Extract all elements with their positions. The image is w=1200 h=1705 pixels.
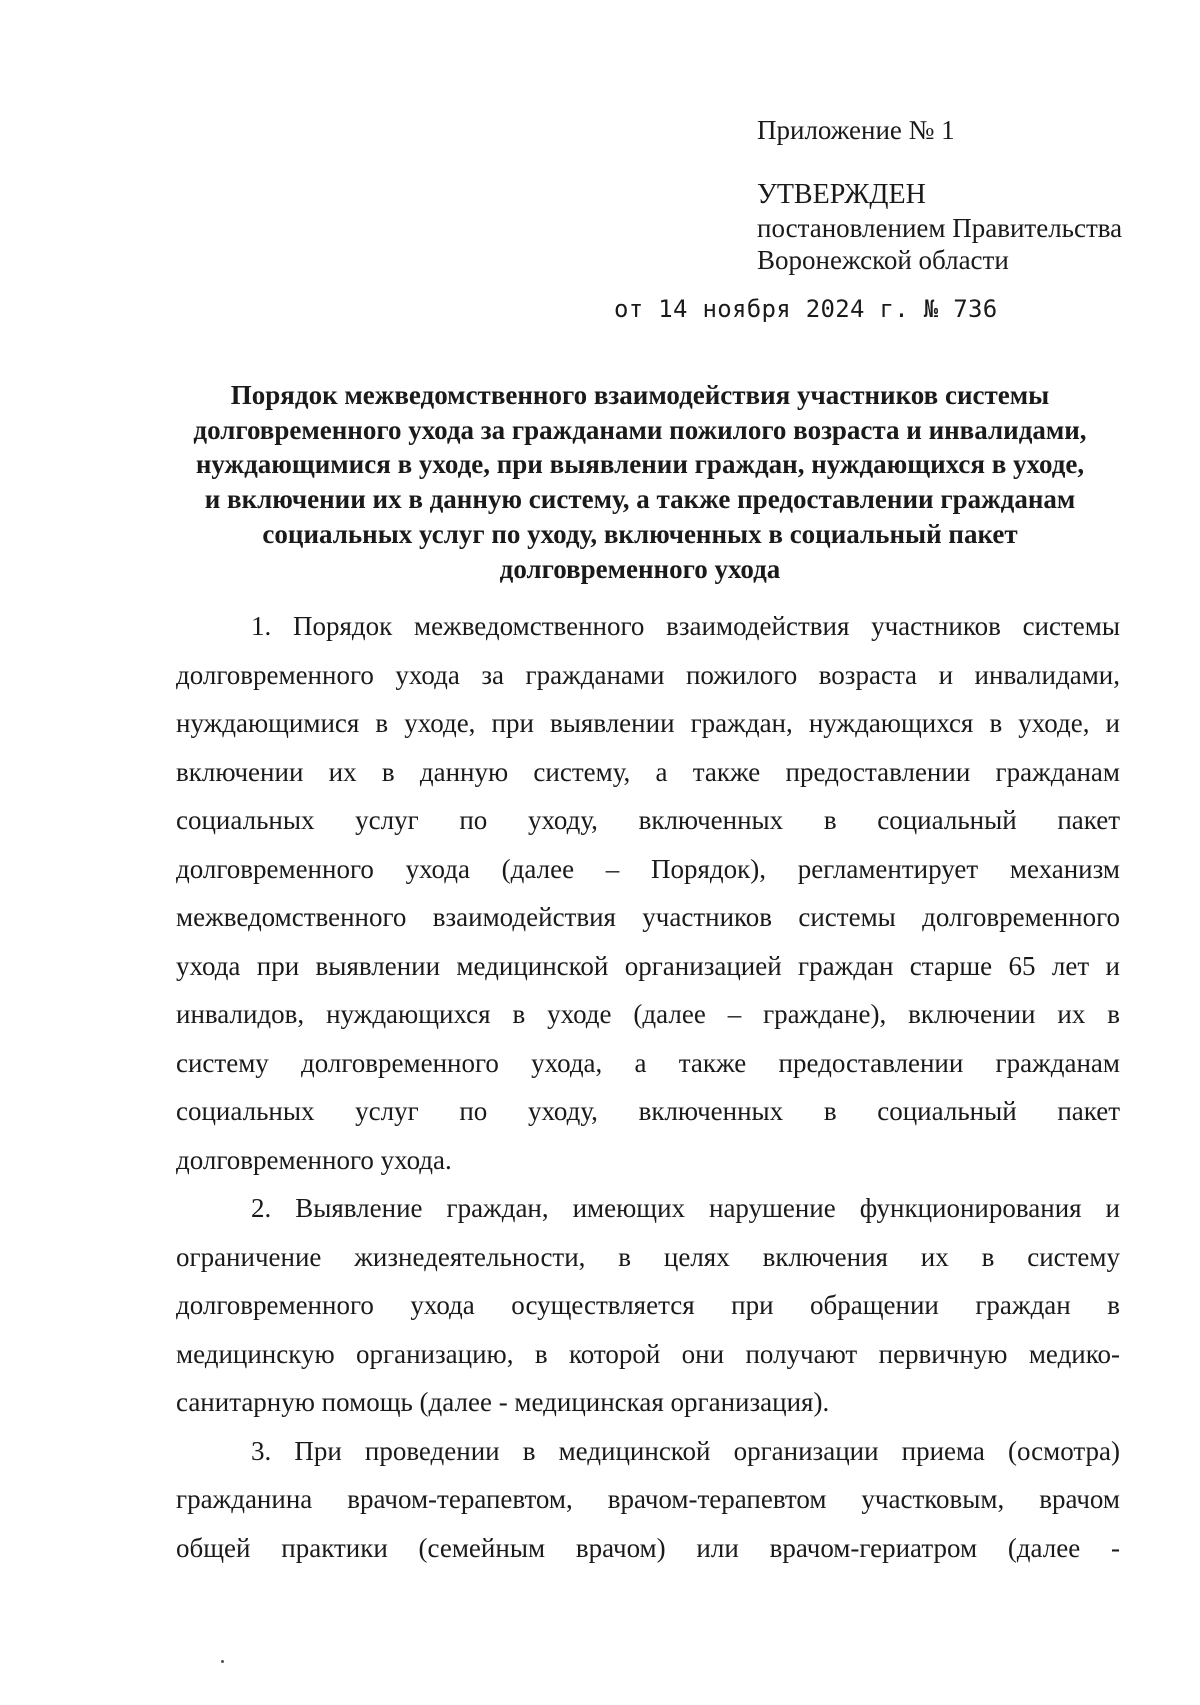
paragraph-1-line: социальных услуг по уходу, включенных в социальный пакет	[176, 1096, 1120, 1126]
paragraph-3-line: общей практики (семейным врачом) или врачом-гериатром (далее -	[176, 1532, 1120, 1563]
title-line: долговременного ухода	[499, 553, 781, 584]
title-line: социальных услуг по уходу, включенных в социальный пакет	[262, 518, 1018, 549]
paragraph-1-line: 1. Порядок межведомственного взаимодействия участников системы	[251, 611, 1120, 641]
paragraph-1-line: систему долговременного ухода, а также предоставлении гражданам	[176, 1047, 1120, 1078]
paragraph-2-line: санитарную помощь (далее - медицинская организация).	[176, 1387, 830, 1417]
paragraph-1-line: долговременного ухода (далее – Порядок), регламентирует механизм	[176, 853, 1120, 884]
approved-by-line-2: Воронежской области	[757, 245, 1009, 275]
paragraph-2-line: ограничение жизнедеятельности, в целях включения их в систему	[176, 1241, 1120, 1272]
decree-date: от 14 ноября 2024 г. № 736	[614, 295, 998, 323]
title-line: и включении их в данную систему, а также предоставлении гражданам	[204, 484, 1076, 515]
approval-stamp	[757, 178, 1122, 276]
paragraph-1-line: межведомственного взаимодействия участников системы долговременного	[176, 902, 1120, 932]
paragraph-2-line: долговременного ухода осуществляется при обращении граждан в	[176, 1290, 1120, 1320]
paragraph-1-line: инвалидов, нуждающихся в уходе (далее – граждане), включении их в	[176, 999, 1120, 1029]
approved-by-line-1: постановлением Правительства	[757, 213, 1123, 243]
appendix-label: Приложение № 1	[757, 115, 955, 145]
title-line: долговременного ухода за гражданами пожилого возраста и инвалидами,	[193, 414, 1087, 445]
scan-dot-mark	[221, 1660, 224, 1663]
approved-word: УТВЕРЖДЕН	[757, 179, 926, 210]
paragraph-2-line: медицинскую организацию, в которой они получают первичную медико-	[176, 1338, 1120, 1369]
paragraph-1-line: ухода при выявлении медицинской организацией граждан старше 65 лет и	[176, 950, 1120, 981]
paragraph-1-line: долговременного ухода за гражданами пожилого возраста и инвалидами,	[176, 659, 1120, 690]
paragraph-3-line: 3. При проведении в медицинской организации приема (осмотра)	[251, 1435, 1120, 1466]
paragraph-1-line: включении их в данную систему, а также предоставлении гражданам	[176, 756, 1120, 787]
paragraph-1-line: нуждающимися в уходе, при выявлении граждан, нуждающихся в уходе, и	[176, 708, 1120, 738]
paragraph-2-line: 2. Выявление граждан, имеющих нарушение функционирования и	[251, 1193, 1120, 1223]
document-body	[176, 602, 1120, 1572]
title-line: нуждающимися в уходе, при выявлении граждан, нуждающихся в уходе,	[195, 449, 1085, 480]
paragraph-3-line: гражданина врачом-терапевтом, врачом-терапевтом участковым, врачом	[176, 1484, 1120, 1514]
paragraph-1-line: долговременного ухода.	[176, 1144, 452, 1175]
document-title	[160, 378, 1120, 586]
paragraph-1-line: социальных услуг по уходу, включенных в социальный пакет	[176, 805, 1120, 835]
title-line: Порядок межведомственного взаимодействия участников системы	[230, 380, 1050, 410]
